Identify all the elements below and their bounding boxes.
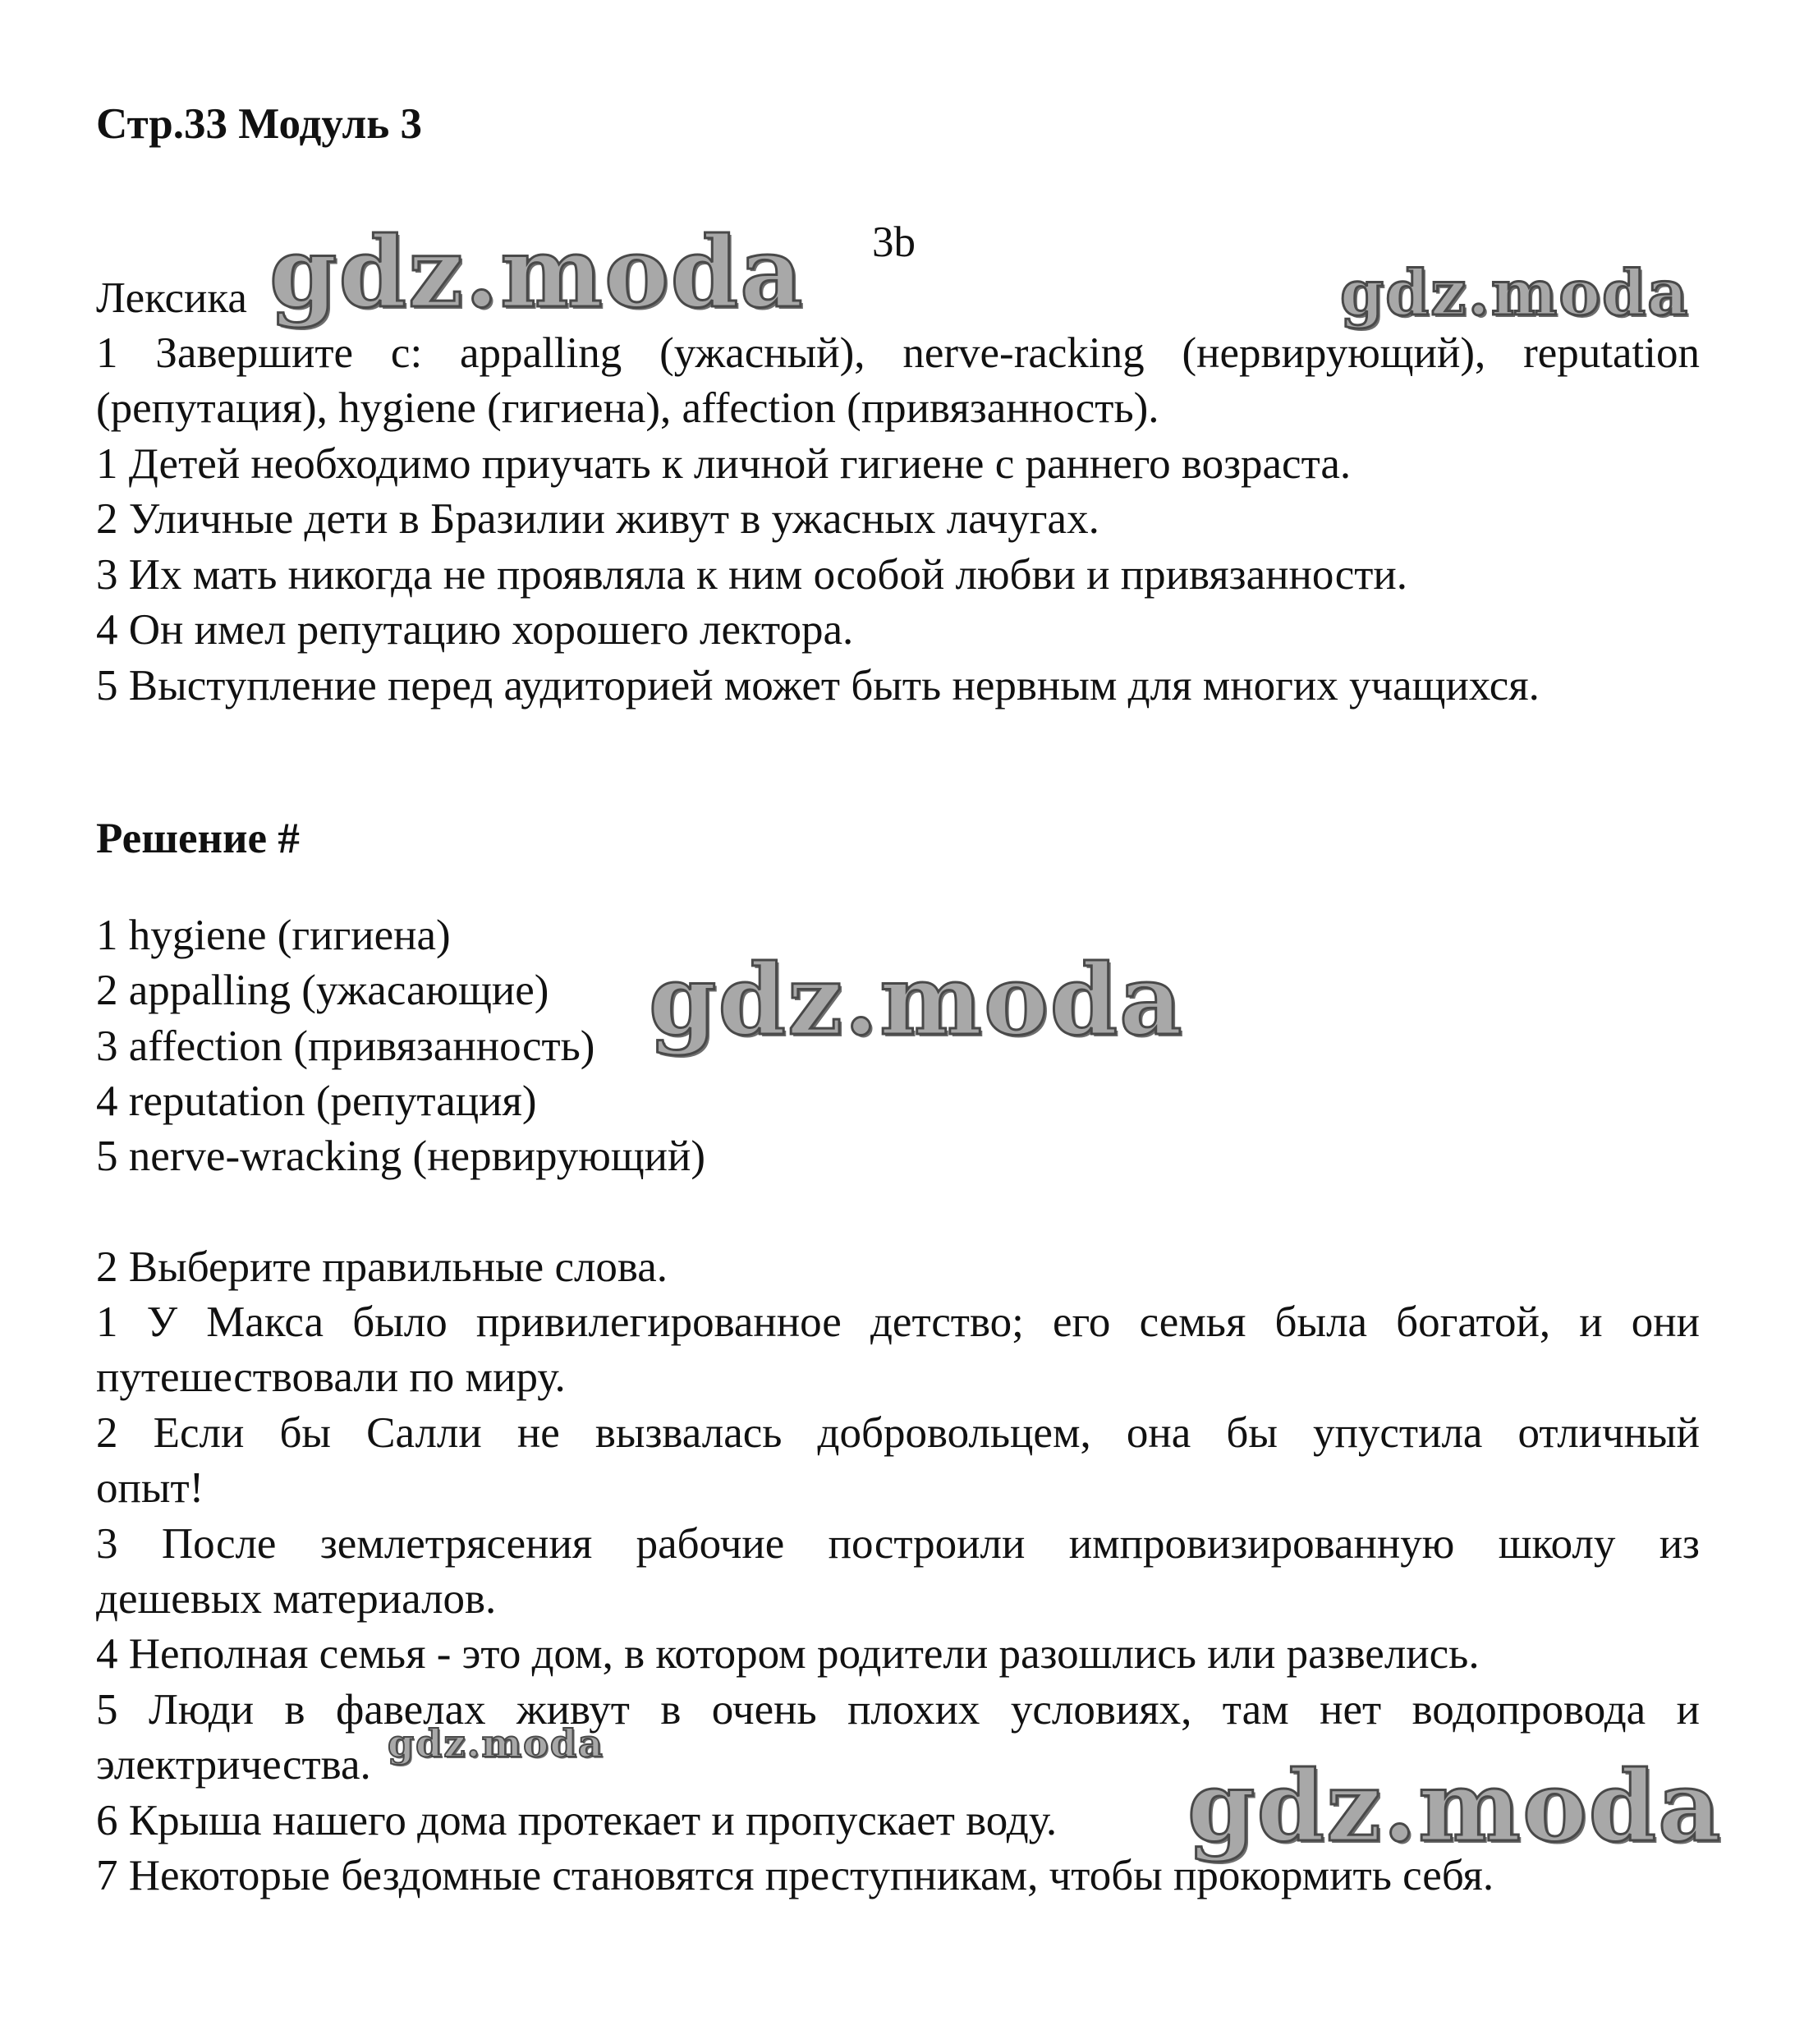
- solution-answer: 3 affection (привязанность): [96, 1022, 595, 1070]
- task2-item-line2: электричества.: [96, 1741, 371, 1789]
- watermark-logo: gdz.moda: [1340, 256, 1690, 329]
- solution-answer: 4 reputation (репутация): [96, 1077, 537, 1125]
- vocab-sentence: 2 Уличные дети в Бразилии живут в ужасных лачугах.: [96, 495, 1099, 543]
- watermark-logo: gdz.moda: [1187, 1749, 1723, 1863]
- solution-answer: 5 nerve-wracking (нервирующий): [96, 1132, 706, 1180]
- vocab-sentence: 5 Выступление перед аудиторией может быть нервным для многих учащихся.: [96, 662, 1540, 710]
- unit-label: 3b: [872, 218, 916, 266]
- watermark-logo: gdz.moda: [269, 215, 805, 329]
- task2-item-line1: 4 Неполная семья - это дом, в котором родители разошлись или развелись.: [96, 1630, 1480, 1678]
- task2-item-line1: 7 Некоторые бездомные становятся преступникам, чтобы прокормить себя.: [96, 1852, 1494, 1899]
- vocab-label: Лексика: [96, 274, 247, 322]
- watermark-logo: gdz.moda: [649, 943, 1184, 1057]
- task2-item-line1: 1 У Макса было привилегированное детство; его семья была богатой, и они: [96, 1298, 1700, 1346]
- watermark-logo: gdz.moda: [388, 1721, 604, 1766]
- page-title: Стр.33 Модуль 3: [96, 100, 423, 148]
- solution-answer: 1 hygiene (гигиена): [96, 912, 451, 959]
- task2-item-line1: 2 Если бы Салли не вызвалась добровольцем, она бы упустила отличный: [96, 1409, 1700, 1457]
- task2-item-line1: 3 После землетрясения рабочие построили импровизированную школу из: [96, 1520, 1700, 1568]
- vocab-sentence: 3 Их мать никогда не проявляла к ним особой любви и привязанности.: [96, 551, 1407, 599]
- task2-item-line1: 6 Крыша нашего дома протекает и пропускает воду.: [96, 1797, 1058, 1844]
- task2-heading: 2 Выберите правильные слова.: [96, 1243, 668, 1291]
- solution-heading: Решение #: [96, 815, 300, 862]
- task1-instruction-line1: 1 Завершите с: appalling (ужасный), nerve-racking (нервирующий), reputation: [96, 329, 1700, 377]
- vocab-sentence: 1 Детей необходимо приучать к личной гигиене с раннего возраста.: [96, 440, 1352, 488]
- task2-item-line2: дешевых материалов.: [96, 1575, 497, 1623]
- solution-answer: 2 appalling (ужасающие): [96, 967, 549, 1014]
- task2-item-line2: опыт!: [96, 1464, 204, 1512]
- task1-instruction-line2: (репутация), hygiene (гигиена), affection (привязанность).: [96, 384, 1159, 432]
- task2-item-line1: 5 Люди в фавелах живут в очень плохих условиях, там нет водопровода и: [96, 1686, 1700, 1734]
- vocab-sentence: 4 Он имел репутацию хорошего лектора.: [96, 606, 854, 654]
- task2-item-line2: путешествовали по миру.: [96, 1353, 566, 1401]
